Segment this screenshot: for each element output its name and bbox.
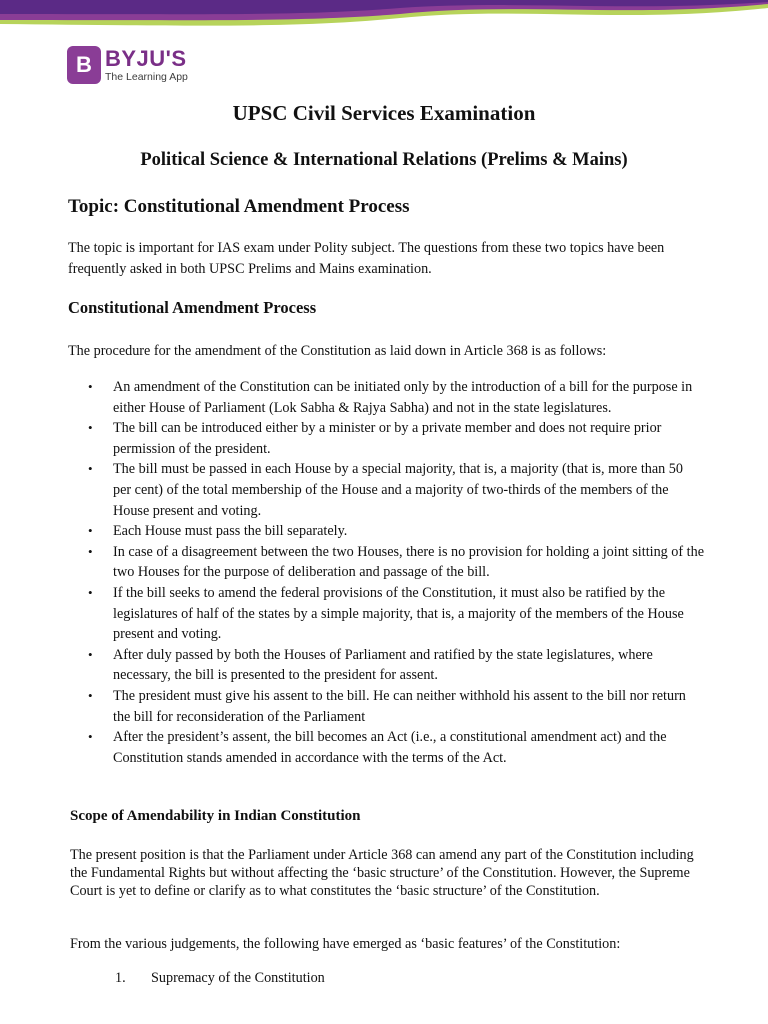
topic-heading: Topic: Constitutional Amendment Process [68, 196, 410, 217]
logo-name: BYJU'S [105, 45, 187, 71]
amendment-lead-paragraph: The procedure for the amendment of the Constitution as laid down in Article 368 is as follows: [68, 343, 607, 359]
list-item: • The president must give his assent to the bill. He can neither withhold his assent to the bill nor return the bill for reconsideration of the Parliament [88, 687, 686, 725]
list-item: • An amendment of the Constitution can be initiated only by the introduction of a bill for the purpose in either House of Parliament (Lok Sabha & Rajya Sabha) and not in the state legislatures. [88, 379, 693, 416]
list-item: • In case of a disagreement between the two Houses, there is no provision for holding a joint sitting of the two Houses for the purpose of deliberation and passage of the bill. [88, 543, 705, 581]
list-number: 1. [115, 970, 126, 986]
bullet-icon: • [88, 729, 93, 745]
bullet-icon: • [88, 420, 93, 436]
list-item: • The bill can be introduced either by a minister or by a private member and does not require prior permission of the president. [88, 420, 662, 457]
bullet-icon: • [88, 687, 93, 703]
list-item [115, 970, 325, 987]
list-item: • After the president’s assent, the bill becomes an Act (i.e., a constitutional amendment act) and the Constitution stands amended in accordance with the terms of the Act. [88, 729, 667, 766]
bullet-icon: • [88, 461, 93, 477]
logo-tagline: The Learning App [105, 70, 188, 83]
byjus-logo [67, 44, 188, 86]
document-subtitle: Political Science & International Relations (Prelims & Mains) [140, 150, 628, 170]
logo-mark-icon: B [67, 46, 101, 84]
section-heading-amendment-process: Constitutional Amendment Process [68, 298, 317, 317]
list-item-text: Supremacy of the Constitution [151, 970, 325, 986]
list-item: • If the bill seeks to amend the federal provisions of the Constitution, it must also be ratified by the legislatures of half of the states by a simple majority, that is, a majority of the members of the House present and voting. [88, 584, 684, 643]
document-title: UPSC Civil Services Examination [232, 101, 536, 125]
list-item: • The bill must be passed in each House by a special majority, that is, a majority (that is, more than 50 per cent) of the total membership of the House and a majority of two-thirds of the members of the House present and voting. [88, 461, 683, 519]
header-color-bar [0, 0, 768, 34]
basic-features-lead: From the various judgements, the following have emerged as ‘basic features’ of the Constitution: [70, 936, 621, 952]
bullet-icon: • [88, 646, 93, 662]
intro-paragraph: The topic is important for IAS exam under Polity subject. The questions from these two topics have been frequently asked in both UPSC Prelims and Mains examination. [68, 240, 665, 277]
list-item: • After duly passed by both the Houses of Parliament and ratified by the state legislatures, where necessary, the bill is presented to the president for assent. [88, 646, 653, 684]
bullet-icon: • [88, 584, 93, 600]
list-item: • Each House must pass the bill separately. [68, 521, 704, 542]
bullet-icon: • [88, 523, 93, 539]
section-heading-scope: Scope of Amendability in Indian Constitution [70, 808, 361, 824]
amendment-steps-list [68, 377, 704, 768]
bullet-icon: • [88, 543, 93, 559]
scope-paragraph: The present position is that the Parliament under Article 368 can amend any part of the Constitution including the Fundamental Rights but without affecting the ‘basic structure’ of the Constitution. However, the Supreme Court is yet to define or clarify as to what constitutes the ‘basic structure’ of the Constitution. [70, 847, 694, 899]
bullet-icon: • [88, 379, 93, 394]
